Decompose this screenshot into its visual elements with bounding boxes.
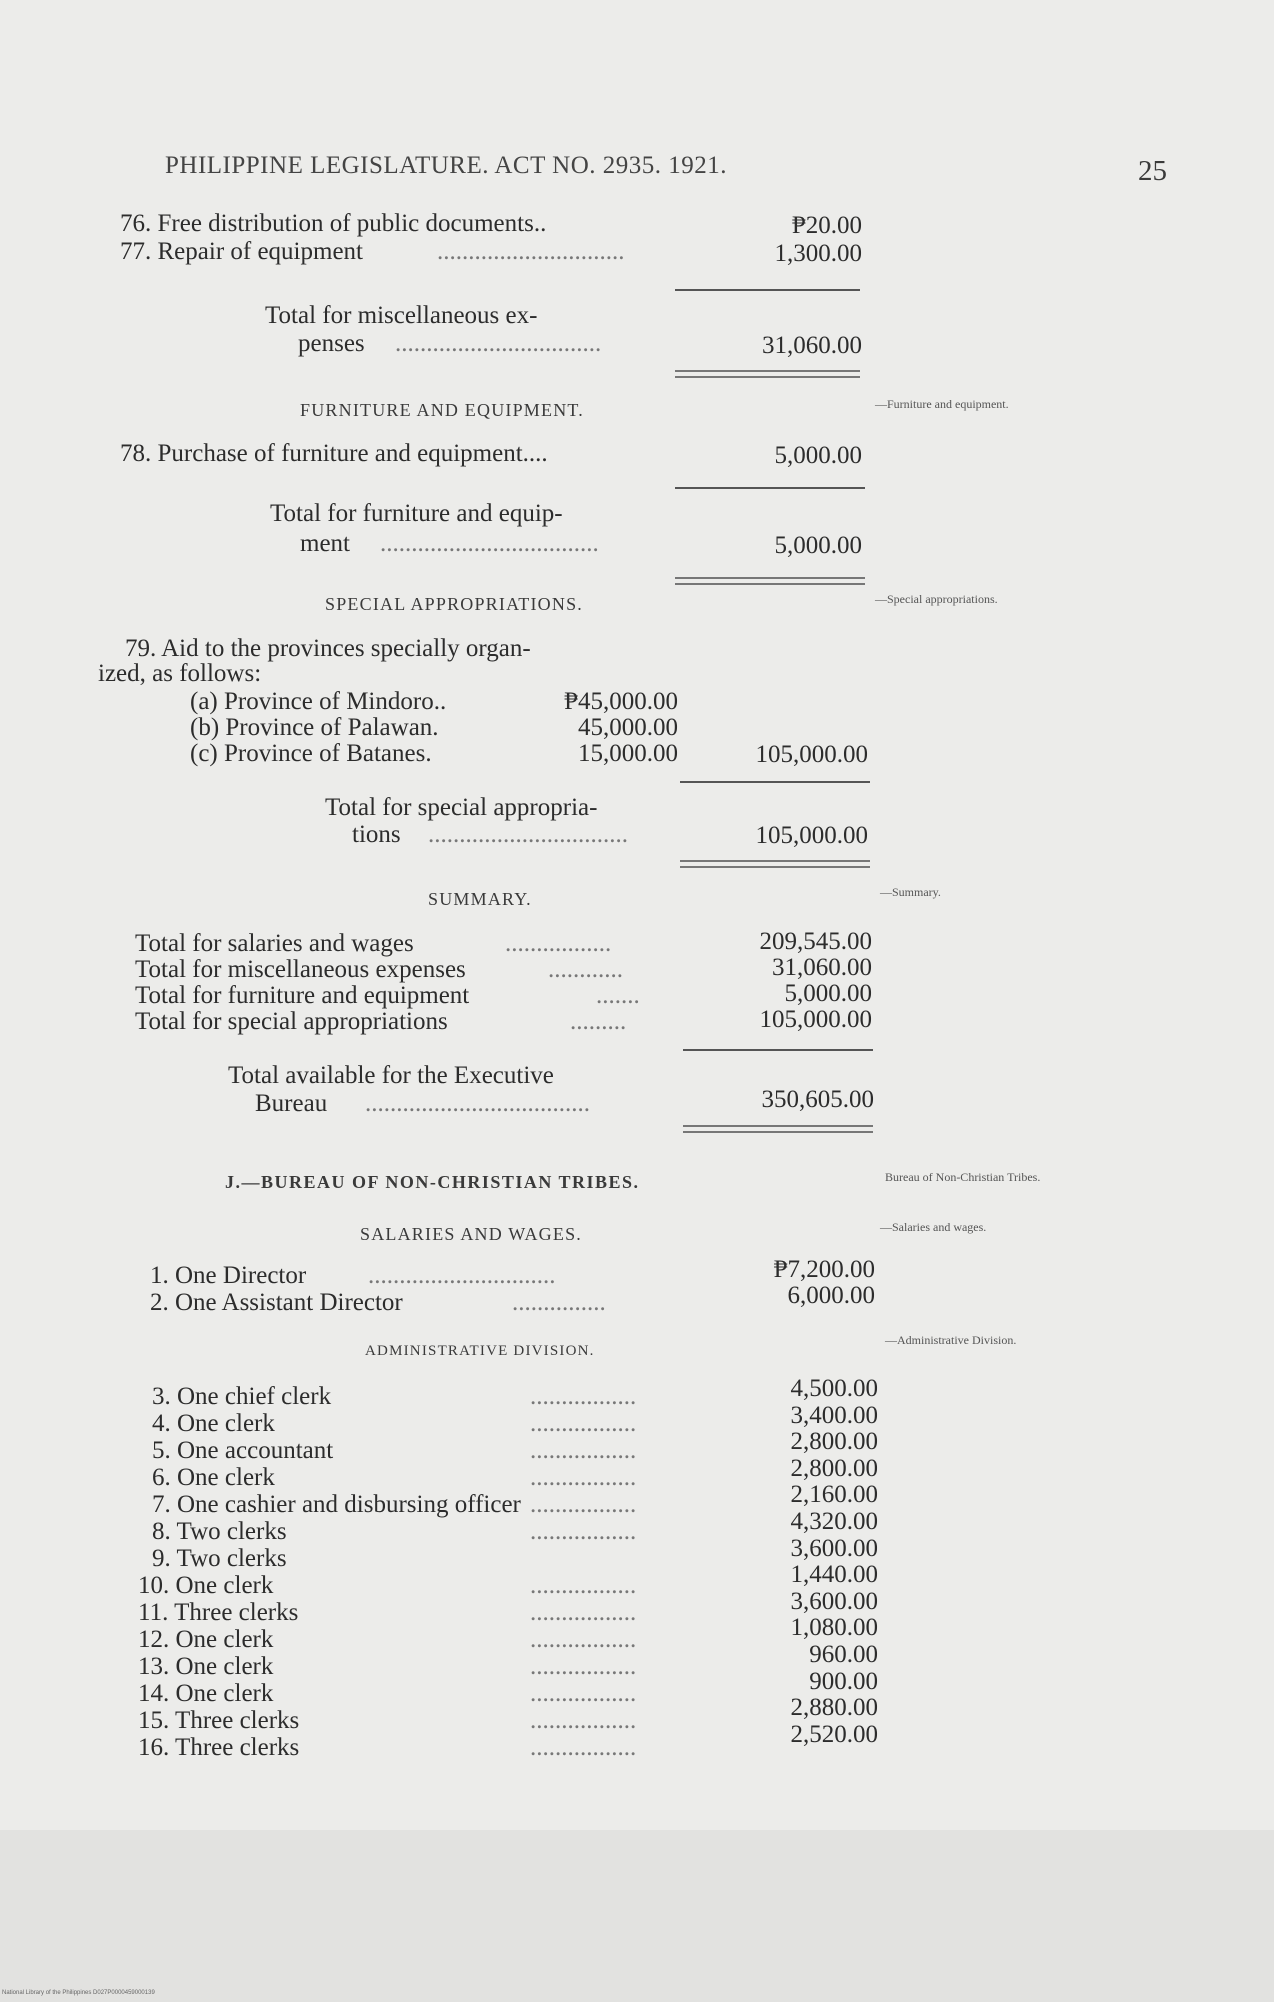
dot-leader: ............ — [548, 956, 623, 983]
special-total-line1: Total for special appropria- — [325, 794, 598, 821]
special-heading: SPECIAL APPROPRIATIONS. — [325, 594, 583, 614]
misc-total-line1: Total for miscellaneous ex- — [265, 302, 538, 329]
admin-row-label: 14. One clerk — [138, 1680, 274, 1707]
furniture-heading: FURNITURE AND EQUIPMENT. — [300, 400, 584, 420]
dot-leader: ................. — [530, 1626, 637, 1653]
dot-leader: ................. — [530, 1383, 637, 1410]
furniture-total-line1: Total for furniture and equip- — [270, 500, 563, 527]
special-total-amount: 105,000.00 — [755, 822, 868, 849]
admin-row-amount: 960.00 — [809, 1641, 878, 1668]
summary-heading: SUMMARY. — [428, 889, 532, 909]
rule — [680, 781, 870, 783]
summary-row-amount: 209,545.00 — [759, 928, 872, 955]
bureau-heading: J.—BUREAU OF NON-CHRISTIAN TRIBES. — [225, 1172, 640, 1192]
dot-leader: ................. — [530, 1437, 637, 1464]
admin-row-label: 11. Three clerks — [138, 1599, 299, 1626]
summary-margin-note: —Summary. — [880, 885, 941, 899]
summary-row-amount: 31,060.00 — [772, 954, 872, 981]
sub-item-b-label: (b) Province of Palawan. — [190, 714, 439, 741]
admin-division-heading: ADMINISTRATIVE DIVISION. — [365, 1343, 595, 1359]
dot-leader: ................. — [530, 1599, 637, 1626]
admin-row-amount: 2,800.00 — [790, 1454, 878, 1482]
admin-row-label: 8. Two clerks — [152, 1518, 287, 1545]
dot-leader: ................................ — [428, 821, 628, 848]
double-rule — [675, 370, 860, 378]
summary-row-label: Total for furniture and equipment — [135, 982, 470, 1009]
rule — [675, 487, 865, 489]
admin-row-label: 12. One clerk — [138, 1626, 274, 1653]
dot-leader: ................. — [530, 1734, 637, 1761]
admin-row-label: 6. One clerk — [152, 1464, 275, 1491]
salary-row-amount: 6,000.00 — [787, 1282, 875, 1309]
salary-row-amount: ₱7,200.00 — [773, 1256, 875, 1283]
rule — [675, 289, 860, 291]
dot-leader: ................. — [530, 1653, 637, 1680]
summary-row-label: Total for special appropriations — [135, 1008, 448, 1035]
dot-leader: ................. — [530, 1518, 637, 1545]
item-79-line1: 79. Aid to the provinces specially organ- — [125, 635, 531, 662]
summary-row-label: Total for miscellaneous expenses — [135, 956, 466, 983]
admin-row-label: 5. One accountant — [152, 1437, 334, 1464]
salaries-margin-note: —Salaries and wages. — [880, 1220, 987, 1234]
admin-margin-note: —Administrative Division. — [885, 1333, 1017, 1347]
admin-row-label: 3. One chief clerk — [152, 1383, 332, 1410]
double-rule — [680, 860, 870, 868]
dot-leader: .............................. — [368, 1262, 556, 1289]
furniture-total-amount: 5,000.00 — [774, 532, 862, 559]
admin-row-amount: 1,080.00 — [790, 1614, 878, 1642]
item-77-label: 77. Repair of equipment — [120, 238, 363, 265]
special-margin-note: —Special appropriations. — [875, 592, 998, 606]
dot-leader: ................. — [505, 930, 612, 957]
admin-row-label: 16. Three clerks — [138, 1734, 300, 1761]
summary-row-amount: 5,000.00 — [784, 980, 872, 1007]
summary-total-line2: Bureau — [255, 1090, 328, 1117]
double-rule — [675, 577, 865, 585]
admin-row-amount: 3,600.00 — [790, 1534, 878, 1562]
page-bottom-margin — [0, 1830, 1274, 2002]
admin-row-amount: 3,600.00 — [790, 1587, 878, 1615]
admin-row-label: 15. Three clerks — [138, 1707, 300, 1734]
admin-row-amount: 900.00 — [809, 1667, 878, 1695]
item-79-amount: 105,000.00 — [755, 741, 868, 768]
furniture-total-line2: ment — [300, 530, 350, 557]
dot-leader: ................. — [530, 1491, 637, 1518]
dot-leader: ......... — [570, 1008, 627, 1035]
dot-leader: ................. — [530, 1680, 637, 1707]
admin-row-amount: 3,400.00 — [790, 1401, 878, 1429]
sub-item-c-amount: 15,000.00 — [578, 740, 678, 767]
dot-leader: ................................. — [395, 330, 602, 357]
footer-credit: National Library of the Philippines D027P0000459000139 — [2, 1990, 155, 1996]
admin-row-label: 7. One cashier and disbursing officer — [152, 1491, 521, 1518]
admin-row-label: 13. One clerk — [138, 1653, 274, 1680]
dot-leader: ................. — [530, 1572, 637, 1599]
admin-row-label: 10. One clerk — [138, 1572, 274, 1599]
dot-leader: .................................... — [365, 1090, 590, 1117]
admin-row-amount: 2,800.00 — [790, 1428, 878, 1456]
item-76-label: 76. Free distribution of public documents.. — [120, 210, 547, 237]
page-number: 25 — [1138, 155, 1167, 187]
salary-row-label: 2. One Assistant Director — [150, 1289, 403, 1316]
double-rule — [683, 1125, 873, 1133]
rule — [683, 1049, 873, 1051]
admin-row-amount: 1,440.00 — [790, 1561, 878, 1589]
dot-leader: ................. — [530, 1707, 637, 1734]
dot-leader: ................................... — [380, 530, 599, 557]
sub-item-c-label: (c) Province of Batanes. — [190, 740, 432, 767]
dot-leader: ....... — [596, 982, 640, 1009]
bureau-margin-note: Bureau of Non-Christian Tribes. — [885, 1170, 1041, 1184]
summary-row-label: Total for salaries and wages — [135, 930, 414, 957]
sub-item-a-label: (a) Province of Mindoro.. — [190, 688, 447, 715]
item-77-amount: 1,300.00 — [774, 240, 862, 267]
summary-row-amount: 105,000.00 — [759, 1006, 872, 1033]
admin-row-amount: 4,500.00 — [790, 1375, 878, 1402]
item-79-line2: ized, as follows: — [98, 660, 262, 687]
item-78-label: 78. Purchase of furniture and equipment.... — [120, 440, 548, 467]
item-78-amount: 5,000.00 — [774, 442, 862, 469]
running-title: PHILIPPINE LEGISLATURE. ACT NO. 2935. 1921. — [165, 152, 728, 179]
summary-total-amount: 350,605.00 — [761, 1086, 874, 1113]
salaries-heading: SALARIES AND WAGES. — [360, 1224, 582, 1244]
misc-total-amount: 31,060.00 — [762, 332, 862, 359]
item-76-amount: ₱20.00 — [791, 212, 862, 239]
admin-row-label: 9. Two clerks — [152, 1545, 287, 1572]
admin-row-amount: 2,880.00 — [790, 1694, 878, 1722]
admin-row-amount: 2,160.00 — [790, 1481, 878, 1509]
dot-leader: ............... — [512, 1289, 606, 1316]
dot-leader: ................. — [530, 1410, 637, 1437]
admin-row-label: 4. One clerk — [152, 1410, 275, 1437]
admin-row-amount: 2,520.00 — [790, 1720, 878, 1748]
dot-leader: .............................. — [437, 238, 625, 265]
furniture-margin-note: —Furniture and equipment. — [875, 397, 1009, 411]
summary-total-line1: Total available for the Executive — [228, 1062, 554, 1089]
sub-item-b-amount: 45,000.00 — [578, 714, 678, 741]
dot-leader: ................. — [530, 1464, 637, 1491]
misc-total-line2: penses — [298, 330, 365, 357]
salary-row-label: 1. One Director — [150, 1262, 307, 1289]
sub-item-a-amount: ₱45,000.00 — [564, 688, 678, 715]
admin-row-amount: 4,320.00 — [790, 1508, 878, 1535]
special-total-line2: tions — [352, 821, 401, 848]
